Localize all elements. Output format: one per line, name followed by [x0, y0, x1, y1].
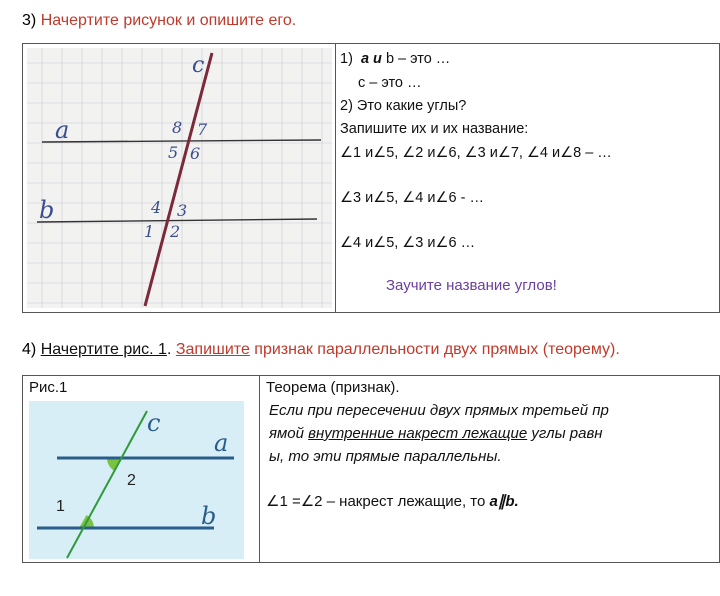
question-2: 2) Это какие углы?	[340, 98, 467, 114]
task3-heading-text: Начертите рисунок и опишите его.	[40, 12, 297, 29]
theorem-line-3: ы, то эти прямые параллельны.	[269, 448, 502, 465]
question-1: 1) a и b – это …	[340, 51, 451, 67]
angle-label-6: 6	[190, 144, 201, 163]
handwritten-drawing	[27, 48, 332, 308]
task4-heading: 4) Начертите рис. 1. Запишите признак параллельности двух прямых (теорему).	[22, 341, 620, 358]
table2-divider	[259, 376, 260, 562]
angle-pairs-row-3: ∠4 и∠5, ∠3 и∠6 …	[340, 235, 476, 251]
angle-label-5: 5	[168, 143, 179, 162]
theorem-line-2: ямой внутренние накрест лежащие углы равн	[269, 425, 603, 442]
angle-label-2: 2	[170, 222, 181, 241]
question-2-line2: Запишите их и их название:	[340, 121, 529, 137]
task3-table	[22, 43, 720, 313]
label-c: c	[192, 53, 205, 78]
task4-number: 4)	[22, 341, 37, 358]
fig-label-c: c	[147, 409, 161, 437]
task3-number: 3)	[22, 12, 37, 29]
theorem-line-1: Если при пересечении двух прямых третьей пр	[269, 402, 609, 419]
angle-label-8: 8	[172, 118, 183, 137]
label-a: a	[55, 116, 70, 144]
angle-pairs-row-2: ∠3 и∠5, ∠4 и∠6 - …	[340, 190, 484, 206]
table-divider	[335, 44, 336, 312]
theorem-key-phrase: внутренние накрест лежащие	[308, 425, 528, 442]
angle-label-3: 3	[177, 201, 188, 220]
task4-heading-rest: признак параллельности двух прямых (теорему).	[249, 341, 620, 358]
angle-pairs-row-1: ∠1 и∠5, ∠2 и∠6, ∠3 и∠7, ∠4 и∠8 – …	[340, 145, 612, 161]
fig-label-a: a	[214, 429, 229, 457]
task4-heading-write: Запишите	[175, 341, 250, 358]
theorem-title: Теорема (признак).	[266, 379, 400, 396]
hint-text: Заучите название углов!	[386, 277, 557, 294]
question-1-line2: c – это …	[358, 75, 422, 91]
angle-label-7: 7	[197, 120, 208, 139]
task4-heading-draw: Начертите рис. 1	[40, 341, 167, 358]
fig-angle-2: 2	[127, 472, 136, 489]
figure-label: Рис.1	[29, 379, 68, 396]
fig-label-b: b	[201, 502, 217, 530]
task4-table	[22, 375, 720, 563]
label-b: b	[39, 196, 55, 224]
figure-1	[29, 401, 244, 559]
angle-label-1: 1	[144, 222, 155, 241]
angle-label-4: 4	[151, 198, 162, 217]
fig-angle-1: 1	[56, 498, 65, 515]
task3-heading	[22, 12, 296, 30]
theorem-conclusion: ∠1 =∠2 – накрест лежащие, то a∥b.	[266, 493, 519, 510]
